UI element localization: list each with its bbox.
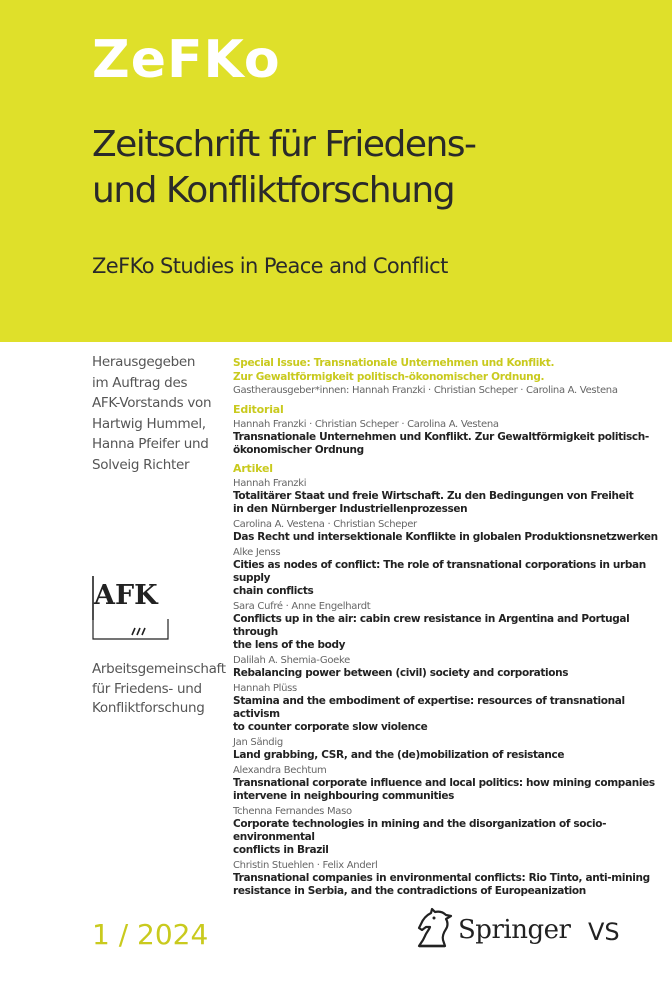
afk-desc-line: Konfliktforschung [92,700,205,716]
journal-title [92,122,672,214]
publisher-imprint: VS [588,918,620,946]
toc-entry [233,600,663,652]
article-list [233,477,663,898]
toc-entry [233,477,663,516]
editors-line: Solveig Richter [92,456,190,473]
editors-line: Hartwig Hummel, [92,415,206,432]
toc-entry [233,859,663,898]
journal-subtitle: ZeFKo Studies in Peace and Conflict [92,254,448,278]
entry-title: Transnationale Unternehmen und Konflikt. Zur Gewaltförmigkeit politisch- ökonomischer Ordnung [233,431,649,456]
afk-desc-line: für Friedens- und [92,680,202,697]
entry-authors: Hannah Plüss [233,683,297,694]
editors-line: Hanna Pfeifer und [92,436,209,452]
issue-number: 1 / 2024 [92,918,209,951]
editors-block [92,352,232,475]
table-of-contents [233,357,663,898]
journal-title-line: Zeitschrift für Friedens- [92,124,476,165]
entry-title: Das Recht und intersektionale Konflikte in globalen Produktionsnetzwerken [233,531,658,543]
toc-entry [233,682,663,734]
entry-title: Rebalancing power between (civil) society and corporations [233,667,569,679]
entry-authors: Hannah Franzki · Christian Scheper · Carolina A. Vestena [233,419,499,430]
entry-title: Stamina and the embodiment of expertise: resources of transnational activism to counter corporate slow violence [233,695,625,733]
entry-title: Transnational companies in environmental conflicts: Rio Tinto, anti-mining resistance in Serbia, and the contradictions of Europeanization [233,872,650,897]
afk-description [92,660,226,719]
publisher-name: Springer [458,915,571,945]
toc-entry [233,736,663,762]
entry-title: Cities as nodes of conflict: The role of transnational corporations in urban supply chain conflicts [233,559,646,597]
toc-entry [233,546,663,598]
editors-line: Herausgegeben [92,354,196,370]
editors-line: im Auftrag des [92,374,188,391]
toc-entry [233,805,663,857]
entry-authors: Christin Stuehlen · Felix Anderl [233,860,378,871]
toc-entry [233,764,663,803]
section-label-editorial: Editorial [233,403,284,416]
journal-title-line: und Konfliktforschung [92,170,455,211]
entry-title: Transnational corporate influence and local politics: how mining companies intervene in neighbouring communities [233,777,655,802]
entry-authors: Jan Sändig [233,737,283,748]
toc-entry [233,518,663,544]
toc-entry [233,418,663,457]
special-issue-title: Special Issue: Transnationale Unternehmen und Konflikt. [233,357,555,369]
entry-authors: Tchenna Fernandes Maso [233,806,352,817]
entry-authors: Alexandra Bechtum [233,765,327,776]
entry-title: Totalitärer Staat und freie Wirtschaft. Zu den Bedingungen von Freiheit in den Nürnberger Industriellenprozessen [233,490,634,515]
entry-title: Conflicts up in the air: cabin crew resistance in Argentina and Portugal through the lens of the body [233,613,630,651]
entry-authors: Hannah Franzki [233,478,307,489]
entry-authors: Carolina A. Vestena · Christian Scheper [233,519,417,530]
editors-line: AFK-Vorstands von [92,395,212,411]
entry-authors: Dalilah A. Shemia-Goeke [233,655,350,666]
entry-authors: Alke Jenss [233,547,281,558]
toc-entry [233,654,663,680]
afk-logo-text: AFK [94,580,158,611]
entry-title: Land grabbing, CSR, and the (de)mobilization of resistance [233,749,565,761]
entry-authors: Sara Cufré · Anne Engelhardt [233,601,371,612]
section-label-articles: Artikel [233,462,273,475]
guest-editors: Gastherausgeber*innen: Hannah Franzki · Christian Scheper · Carolina A. Vestena [233,385,618,396]
entry-title: Corporate technologies in mining and the disorganization of socio-environmental conflicts in Brazil [233,818,607,856]
journal-short-title: ZeFKo [92,30,281,90]
afk-desc-line: Arbeitsgemeinschaft [92,661,226,677]
special-issue-subtitle: Zur Gewaltförmigkeit politisch-ökonomischer Ordnung. [233,370,545,383]
